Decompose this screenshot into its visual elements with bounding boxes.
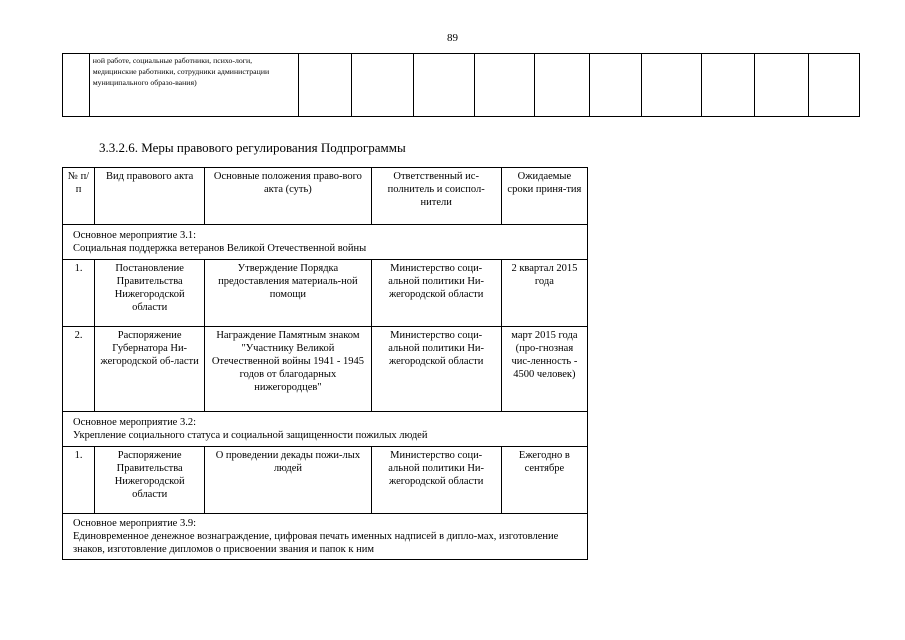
cell-responsible: Министерство соци-альной политики Ни-жегородской области	[371, 260, 501, 327]
top-cell	[642, 54, 702, 117]
section-row	[63, 514, 588, 560]
table-row	[63, 447, 588, 514]
top-cell	[589, 54, 642, 117]
top-cell	[809, 54, 860, 117]
section-cell	[63, 412, 588, 447]
page-number: 89	[447, 32, 458, 44]
table-header-row	[63, 168, 588, 225]
cell-responsible: Министерство соци-альной политики Ни-жегородской области	[371, 327, 501, 412]
top-table-fragment	[62, 53, 860, 117]
cell-responsible: Министерство соци-альной политики Ни-жегородской области	[371, 447, 501, 514]
top-cell	[754, 54, 808, 117]
header-cell-deadline: Ожидаемые сроки приня-тия	[501, 168, 587, 225]
cell-act-type: Распоряжение Губернатора Ни-жегородской об-ласти	[95, 327, 205, 412]
header-cell-act-type: Вид правового акта	[95, 168, 205, 225]
top-cell	[414, 54, 474, 117]
top-cell	[474, 54, 534, 117]
table-row	[63, 260, 588, 327]
header-cell-number: № п/п	[63, 168, 95, 225]
cell-provisions: О проведении декады пожи-лых людей	[205, 447, 371, 514]
section-row	[63, 225, 588, 260]
top-cell	[535, 54, 589, 117]
section-label: Основное мероприятие 3.9:	[73, 518, 197, 529]
legal-measures-table	[62, 167, 588, 560]
top-cell-blank	[63, 54, 90, 117]
section-cell	[63, 225, 588, 260]
section-row	[63, 412, 588, 447]
table-row	[63, 327, 588, 412]
cell-provisions: Утверждение Порядка предоставления материаль-ной помощи	[205, 260, 371, 327]
section-title: Укрепление социального статуса и социальной защищенности пожилых людей	[73, 430, 428, 441]
section-title: Единовременное денежное вознаграждение, цифровая печать именных надписей в дипло-мах, изготовление знаков, изготовление дипломов о присвоении звания и папок к ним	[73, 531, 559, 555]
top-cell	[299, 54, 352, 117]
cell-number: 2.	[63, 327, 95, 412]
section-label: Основное мероприятие 3.2:	[73, 417, 197, 428]
section-heading: 3.3.2.6. Меры правового регулирования Подпрограммы	[99, 140, 406, 155]
cell-act-type: Постановление Правительства Нижегородской области	[95, 260, 205, 327]
cell-number: 1.	[63, 260, 95, 327]
top-cell	[702, 54, 755, 117]
section-label: Основное мероприятие 3.1:	[73, 230, 197, 241]
cell-act-type: Распоряжение Правительства Нижегородской области	[95, 447, 205, 514]
top-cell-text: ной работе, социальные работники, психо-логи, медицинские работники, сотрудники администрации муниципального образо-вания)	[89, 54, 299, 117]
cell-deadline: март 2015 года (про-гнозная чис-ленность - 4500 человек)	[501, 327, 587, 412]
section-cell	[63, 514, 588, 560]
cell-number: 1.	[63, 447, 95, 514]
header-cell-provisions: Основные положения право-вого акта (суть)	[205, 168, 371, 225]
cell-provisions: Награждение Памятным знаком "Участнику Великой Отечественной войны 1941 - 1945 годов от благодарных нижегородцев"	[205, 327, 371, 412]
section-title: Социальная поддержка ветеранов Великой Отечественной войны	[73, 243, 367, 254]
top-cell	[351, 54, 413, 117]
cell-deadline: Ежегодно в сентябре	[501, 447, 587, 514]
header-cell-responsible: Ответственный ис-полнитель и соиспол-нители	[371, 168, 501, 225]
cell-deadline: 2 квартал 2015 года	[501, 260, 587, 327]
